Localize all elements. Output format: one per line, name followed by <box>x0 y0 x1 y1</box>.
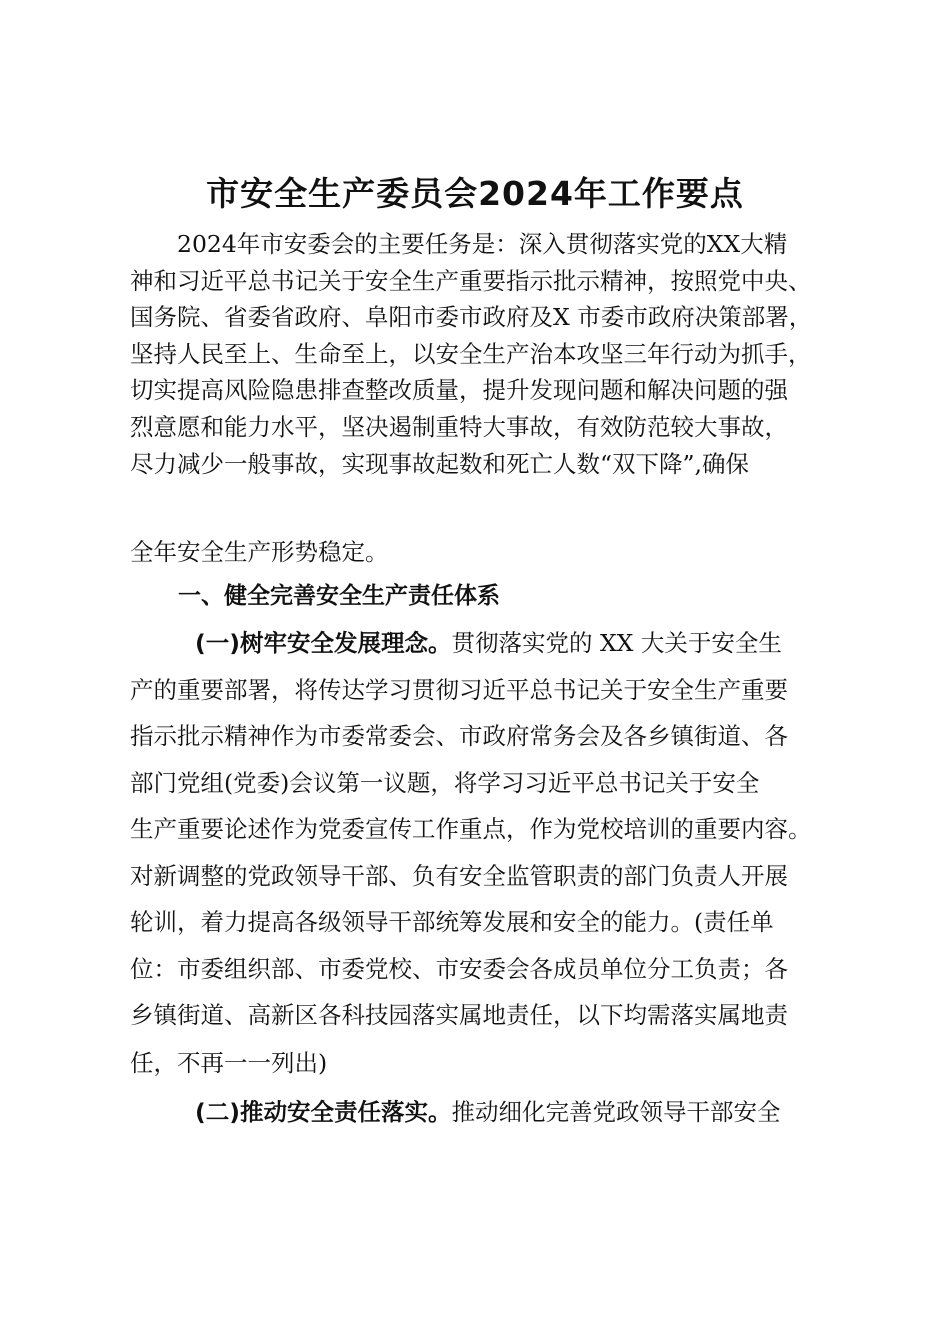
subsection-1-line: 乡镇街道、高新区各科技园落实属地责任，以下均需落实属地责 <box>130 1001 788 1029</box>
subsection-1-line: 生产重要论述作为党委宣传工作重点，作为党校培训的重要内容。 <box>130 815 812 843</box>
intro-line: 2024年市安委会的主要任务是：深入贯彻落实党的XX大精 <box>177 230 788 258</box>
document-title: 市安全生产委员会2024年工作要点 <box>206 174 744 213</box>
subsection-1-line: 产的重要部署，将传达学习贯彻习近平总书记关于安全生产重要 <box>130 676 788 704</box>
intro-line: 烈意愿和能力水平，坚决遏制重特大事故，有效防范较大事故， <box>130 412 788 441</box>
subsection-2-first-line <box>195 1093 855 1127</box>
intro-line: 尽力减少一般事故，实现事故起数和死亡人数“双下降”,确保 <box>130 449 749 478</box>
intro-line: 国务院、省委省政府、阜阳市委市政府及X 市委市政府决策部署， <box>130 303 813 332</box>
subsection-1-first-line <box>195 624 855 658</box>
intro-line: 切实提高风险隐患排查整改质量，提升发现问题和解决问题的强 <box>130 376 788 405</box>
subsection-1-line: 位：市委组织部、市委党校、市安委会各成员单位分工负责；各 <box>130 955 788 983</box>
section-heading: 一、健全完善安全生产责任体系 <box>178 583 500 609</box>
subsection-1-heading: (一)树牢安全发展理念。 <box>195 629 452 657</box>
subsection-1-first-line-text: 贯彻落实党的 XX 大关于安全生 <box>451 629 782 657</box>
subsection-1-line: 对新调整的党政领导干部、负有安全监管职责的部门负责人开展 <box>130 862 788 890</box>
subsection-2-heading: (二)推动安全责任落实。 <box>195 1098 452 1126</box>
intro-line: 神和习近平总书记关于安全生产重要指示批示精神，按照党中央、 <box>130 266 812 295</box>
subsection-1-line: 任，不再一一列出) <box>130 1049 328 1077</box>
subsection-1-line: 轮训，着力提高各级领导干部统筹发展和安全的能力。(责任单 <box>130 908 774 936</box>
intro-paragraph <box>130 226 855 482</box>
subsection-2-first-line-text: 推动细化完善党政领导干部安全 <box>451 1098 781 1126</box>
intro-line: 坚持人民至上、生命至上，以安全生产治本攻坚三年行动为抓手， <box>130 339 812 368</box>
intro-line: 全年安全生产形势稳定。 <box>130 538 389 566</box>
subsection-1-line: 部门党组(党委)会议第一议题，将学习习近平总书记关于安全 <box>130 769 760 797</box>
subsection-1-line: 指示批示精神作为市委常委会、市政府常务会及各乡镇街道、各 <box>130 722 788 750</box>
